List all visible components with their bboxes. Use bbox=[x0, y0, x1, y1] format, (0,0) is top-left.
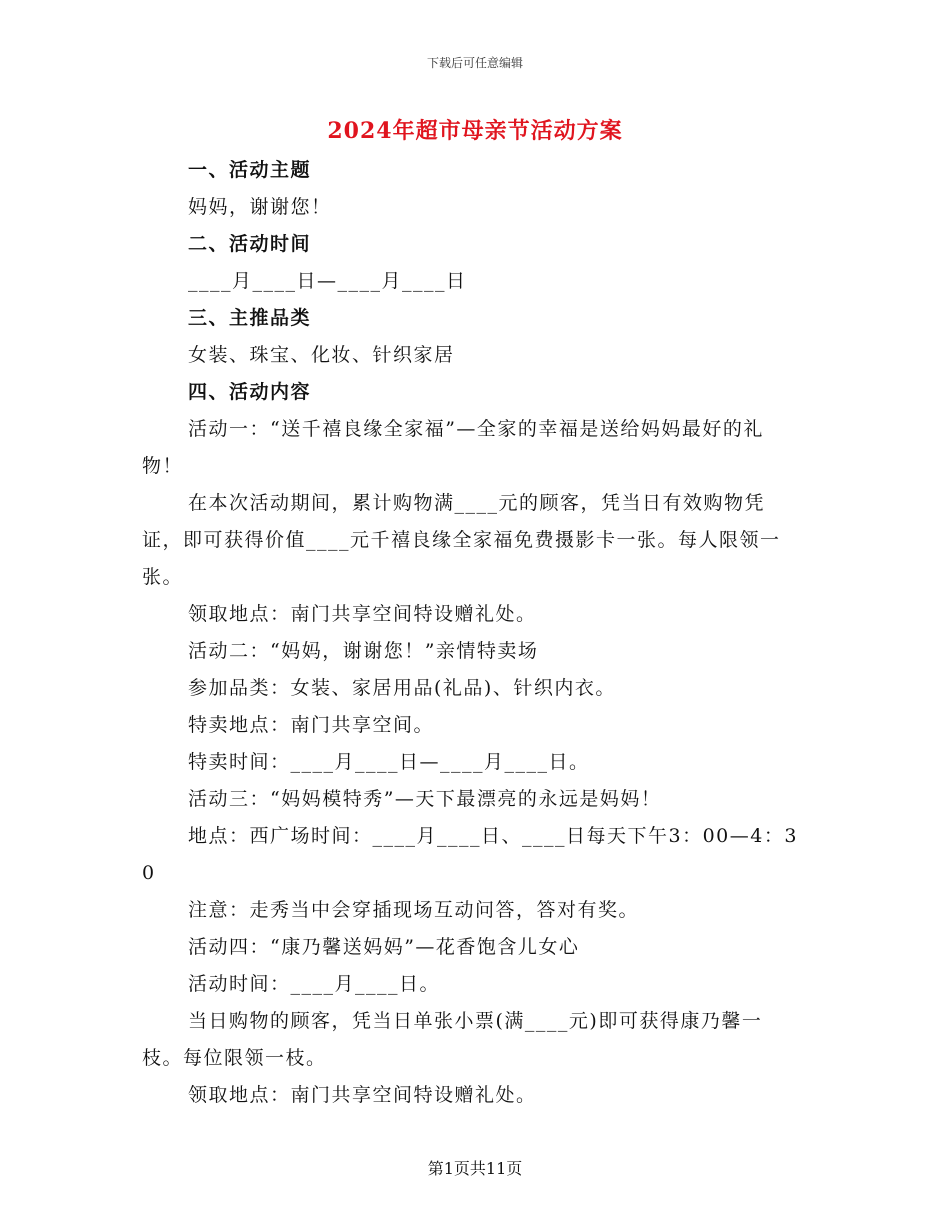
body-paragraph: 妈妈，谢谢您！ bbox=[188, 196, 332, 218]
document-body bbox=[142, 152, 802, 1114]
body-paragraph: 活动时间：____月____日。 bbox=[188, 973, 441, 995]
body-paragraph: 在本次活动期间，累计购物满____元的顾客，凭当日有效购物凭证，即可获得价值____元千禧良缘全家福免费摄影卡一张。每人限领一张。 bbox=[142, 492, 781, 588]
body-paragraph: 领取地点：南门共享空间特设赠礼处。 bbox=[188, 1084, 537, 1106]
body-paragraph: 当日购物的顾客，凭当日单张小票(满____元)即可获得康乃馨一枝。每位限领一枝。 bbox=[142, 1010, 763, 1069]
body-paragraph: 领取地点：南门共享空间特设赠礼处。 bbox=[188, 603, 537, 625]
body-paragraph: 参加品类：女装、家居用品(礼品)、针织内衣。 bbox=[188, 677, 616, 699]
section-heading: 二、活动时间 bbox=[188, 233, 312, 255]
page-footer: 第1页共11页 bbox=[427, 1159, 523, 1178]
document-title: 2024年超市母亲节活动方案 bbox=[327, 118, 623, 144]
section-heading: 三、主推品类 bbox=[188, 307, 312, 329]
body-paragraph: 活动三：“妈妈模特秀”—天下最漂亮的永远是妈妈！ bbox=[188, 788, 662, 810]
section-heading: 四、活动内容 bbox=[188, 381, 312, 403]
body-paragraph: 特卖时间：____月____日—____月____日。 bbox=[188, 751, 590, 773]
body-paragraph: 女装、珠宝、化妆、针织家居 bbox=[188, 344, 455, 366]
header-note: 下载后可任意编辑 bbox=[426, 56, 523, 70]
body-paragraph: 活动一：“送千禧良缘全家福”—全家的幸福是送给妈妈最好的礼物！ bbox=[142, 418, 764, 477]
section-heading: 一、活动主题 bbox=[188, 159, 312, 181]
body-paragraph: 地点：西广场时间：____月____日、____日每天下午3：00—4：30 bbox=[142, 825, 798, 884]
body-paragraph: ____月____日—____月____日 bbox=[188, 270, 467, 292]
body-paragraph: 注意：走秀当中会穿插现场互动问答，答对有奖。 bbox=[188, 899, 640, 921]
body-paragraph: 活动二：“妈妈，谢谢您！”亲情特卖场 bbox=[188, 640, 539, 662]
body-paragraph: 活动四：“康乃馨送妈妈”—花香饱含儿女心 bbox=[188, 936, 580, 958]
body-paragraph: 特卖地点：南门共享空间。 bbox=[188, 714, 435, 736]
